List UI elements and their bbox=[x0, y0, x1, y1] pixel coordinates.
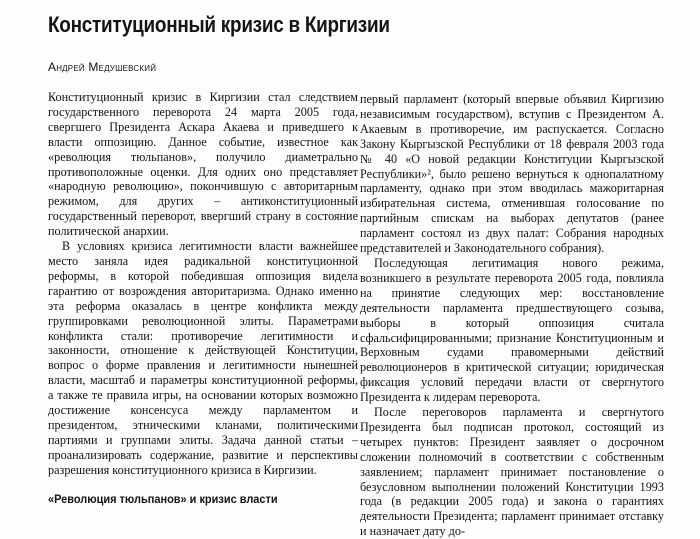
article-author: Андрей Медушевский bbox=[48, 60, 157, 74]
paragraph: В условиях кризиса легитимности власти важнейшее место заняла идея радикальной конституционной реформы, в которой победившая оппозиция видела гарантию от возрождения авторитаризма. Однако именно эта реформа оказалась в центре конфликта между группировками революционной элиты. Параметрами конфликта стали: противоречие легитимности и законности, отношение к действующей Конституции, вопрос о форме правления и легитимности нынешней власти, масштаб и параметры конституционной реформы, а также те правила игры, на основании которых возможно достижение консенсуса между парламентом и президентом, этническими кланами, политическими партиями и группами элиты. Задача данной статьи – проанализировать содержание, развитие и перспективы разрешения конституционного кризиса в Киргизии. bbox=[48, 239, 358, 477]
paragraph: Последующая легитимация нового режима, возникшего в результате переворота 2005 года, повлияла на принятие следующих мер: восстановление деятельности парламента предшествующего созыва, выборы в который оппозиция считала сфальсифицированными; признание Конституционным и Верховным судами правомерными действий революционеров в критической ситуации; юридическая фиксация условий передачи власти от свергнутого Президента к лидерам переворота. bbox=[360, 255, 664, 405]
paragraph: Конституционный кризис в Киргизии стал следствием государственного переворота 24 марта 2005 года, свергшего Президента Аскара Акаева и приведшего к власти оппозицию. Данное событие, известное как «революция тюльпанов», получило диаметрально противоположные оценки. Для одних оно представляет «народную революцию», покончившую с авторитарным режимом, для других – антиконституционный государственный переворот, ввергший страну в состояние политической анархии. bbox=[48, 90, 358, 239]
right-column bbox=[360, 92, 664, 539]
article-title: Конституционный кризис в Киргизии bbox=[48, 12, 390, 37]
left-column bbox=[48, 90, 358, 506]
paragraph: После переговоров парламента и свергнутого Президента был подписан протокол, состоящий из четырех пунктов: Президент заявляет о досрочном сложении полномочий в соответствии с собственным заявлением; парламент принимает постановление о безусловном выполнении положений Конституции 1993 года (в редакции 2005 года) и закона о гарантиях деятельности Президента; парламент принимает отставку и назначает дату до- bbox=[360, 405, 664, 539]
section-heading: «Революция тюльпанов» и кризис власти bbox=[48, 491, 278, 506]
paragraph: первый парламент (который впервые объявил Киргизию независимым государством), вступив с Президентом А. Акаевым в противоречие, им распускается. Согласно Закону Кыргызской Республики от 18 февраля 2003 года № 40 «О новой редакции Конституции Кыргызской Республики»², было решено вернуться к однопалатному парламенту, однако при этом вводилась мажоритарная избирательная система, отменившая голосование по партийным спискам на выборах депутатов (ранее парламент состоял из двух палат: Собрания народных представителей и Законодательного собрания). bbox=[360, 92, 664, 256]
